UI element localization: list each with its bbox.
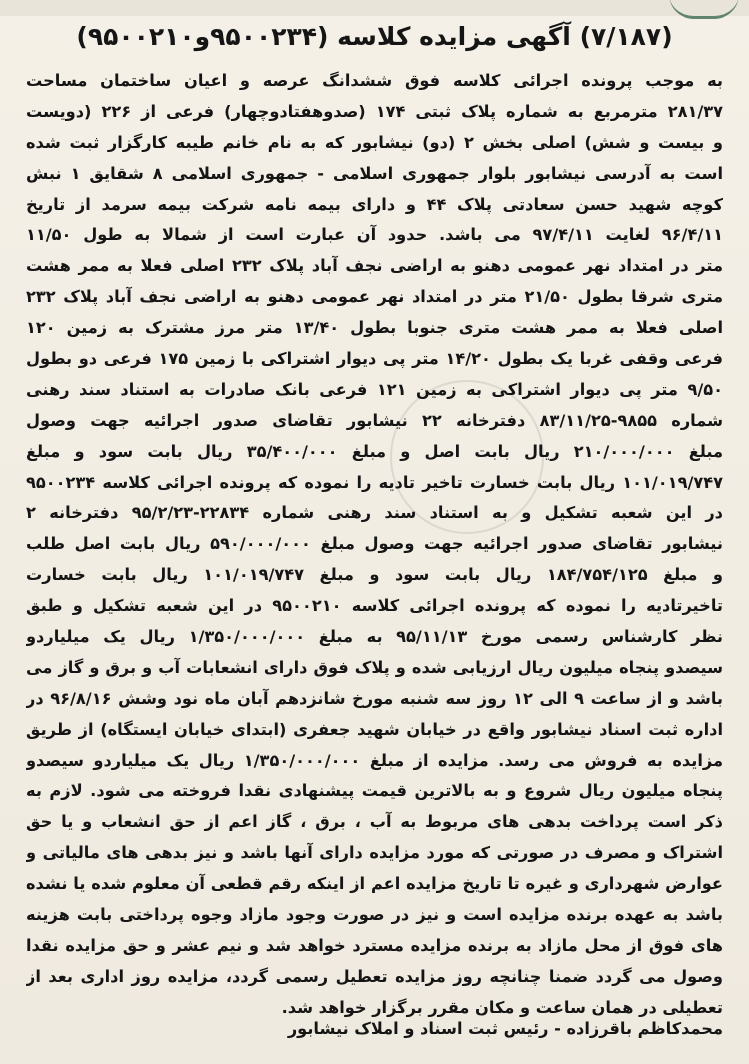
body-line: به موجب پرونده اجرائی کلاسه فوق ششدانگ عرصه و اعیان ساختمان مساحت <box>26 71 723 90</box>
body-line: اداره ثبت اسناد نیشابور واقع در خیابان شهید جعفری (ابتدای خیابان ایستگاه) از طریق <box>26 719 723 739</box>
body-line: باشد و از ساعت ۹ الی ۱۲ روز سه شنبه مورخ شانزدهم آبان ماه نود وشش ۹۶/۸/۱۶ در <box>26 688 723 708</box>
body-line: ۱۰۱/۰۱۹/۷۴۷ ریال بابت خسارت تاخیر تادیه را نموده که پرونده اجرائی کلاسه ۹۵۰۰۲۳۴ <box>26 472 723 492</box>
body-line: شماره ۹۸۵۵-۸۳/۱۱/۲۵ دفترخانه ۲۲ نیشابور تقاضای صدور اجرائیه جهت وصول <box>26 410 723 430</box>
body-line: سیصدو پنجاه میلیون ریال ارزیابی شده و پلاک فوق دارای انشعابات آب و برق و گاز می <box>26 657 723 677</box>
body-line: مزایده به فروش می رسد. مزایده از مبلغ ۱/۳۵۰/۰۰۰/۰۰۰ ریال یک میلیاردو سیصدو <box>26 750 723 770</box>
body-line: است به آدرسی نیشابور بلوار جمهوری اسلامی - جمهوری اسلامی ۸ شقایق ۱ نبش <box>26 163 723 183</box>
body-line: عوارض شهرداری و غیره تا تاریخ مزایده اعم از اینکه رقم قطعی آن معلوم شده یا نشده <box>26 874 723 894</box>
body-line: نظر کارشناس رسمی مورخ ۹۵/۱۱/۱۳ به مبلغ ۱/۳۵۰/۰۰۰/۰۰۰ ریال یک میلیاردو <box>26 627 723 647</box>
body-line: نیشابور تقاضای صدور اجرائیه جهت وصول مبلغ ۵۹۰/۰۰۰/۰۰۰ ریال بابت اصل طلب <box>26 534 723 554</box>
body-line: تاخیرتادیه را نموده که پرونده اجرائی کلاسه ۹۵۰۰۲۱۰ در این شعبه تشکیل و طبق <box>26 596 723 616</box>
body-line: ۹/۵۰ متر پی دیوار اشتراکی به زمین ۱۲۱ فرعی بانک صادرات به استناد سند رهنی <box>26 379 723 399</box>
notice-body <box>26 66 723 1024</box>
body-line: مبلغ ۲۱۰/۰۰۰/۰۰۰ ریال بابت اصل و مبلغ ۳۵/۴۰۰/۰۰۰ ریال بابت سود و مبلغ <box>26 441 723 461</box>
body-line: در این شعبه تشکیل و به استناد سند رهنی شماره ۲۲۸۳۴-۹۵/۲/۲۳ دفترخانه ۲ <box>26 503 723 523</box>
body-line: های فوق از محل مازاد به برنده مزایده مسترد خواهد شد و نیم عشر و حق مزایده نقدا <box>26 935 723 955</box>
body-line: و مبلغ ۱۸۴/۷۵۴/۱۲۵ ریال بابت سود و مبلغ ۱۰۱/۰۱۹/۷۴۷ ریال بابت خسارت <box>26 565 723 585</box>
notice-title: (۷/۱۸۷) آگهی مزایده کلاسه (۹۵۰۰۲۳۴و۹۵۰۰۲۱۰) <box>76 22 673 51</box>
body-line: باشد به عهده برنده مزایده است و نیز در صورت وجود مازاد وجوه پرداختی بابت هزینه <box>26 905 723 925</box>
body-line: اشتراک و مصرف در صورتی که مورد مزایده دارای آنها باشد و نیز بدهی های مالیاتی و <box>26 843 723 863</box>
body-line: وصول می گردد ضمنا چنانچه روز مزایده تعطیل رسمی گردد، مزایده روز اداری بعد از <box>26 966 723 986</box>
auction-notice <box>26 12 723 1056</box>
body-line: متر در امتداد نهر عمومی دهنو به اراضی نجف آباد پلاک ۲۳۲ اصلی فعلا به ممر هشت <box>26 256 723 276</box>
notice-signature: محمدکاظم باقرزاده - رئیس ثبت اسناد و املاک نیشابور <box>287 1019 723 1038</box>
body-line: پنجاه میلیون ریال شروع و به بالاترین قیمت پیشنهادی نقدا فروخته می شود. لازم به <box>26 781 723 801</box>
body-line: اصلی فعلا به ممر هشت متری جنوبا بطول ۱۳/۴۰ متر مرز مشترک به زمین ۱۲۰ <box>26 318 723 338</box>
body-line: ذکر است پرداخت بدهی های مربوط به آب ، برق ، گاز اعم از حق انشعاب و یا حق <box>26 812 723 832</box>
body-line: کوچه شهید حسن سعادتی پلاک ۴۴ و دارای بیمه نامه شرکت بیمه سرمد از تاریخ <box>26 194 723 214</box>
body-line: متری شرقا بطول ۲۱/۵۰ متر در امتداد نهر عمومی دهنو به اراضی نجف آباد پلاک ۲۳۲ <box>26 287 723 307</box>
body-line: ۹۶/۴/۱۱ لغایت ۹۷/۴/۱۱ می باشد. حدود آن عبارت است از شمالا به طول ۱۱/۵۰ <box>26 225 723 245</box>
body-line: ۲۸۱/۳۷ مترمربع به شماره پلاک ثبتی ۱۷۴ (صدوهفتادوچهار) فرعی از ۲۲۶ (دویست <box>26 101 723 121</box>
body-line: و بیست و شش) اصلی بخش ۲ (دو) نیشابور که به نام خانم طیبه کارگزار ثبت شده <box>26 132 723 152</box>
body-line: فرعی وقفی غربا یک بطول ۱۴/۲۰ متر پی دیوار اشتراکی با زمین ۱۷۵ فرعی دو بطول <box>26 349 723 369</box>
body-line: تعطیلی در همان ساعت و مکان مقرر برگزار خواهد شد. <box>281 997 723 1017</box>
